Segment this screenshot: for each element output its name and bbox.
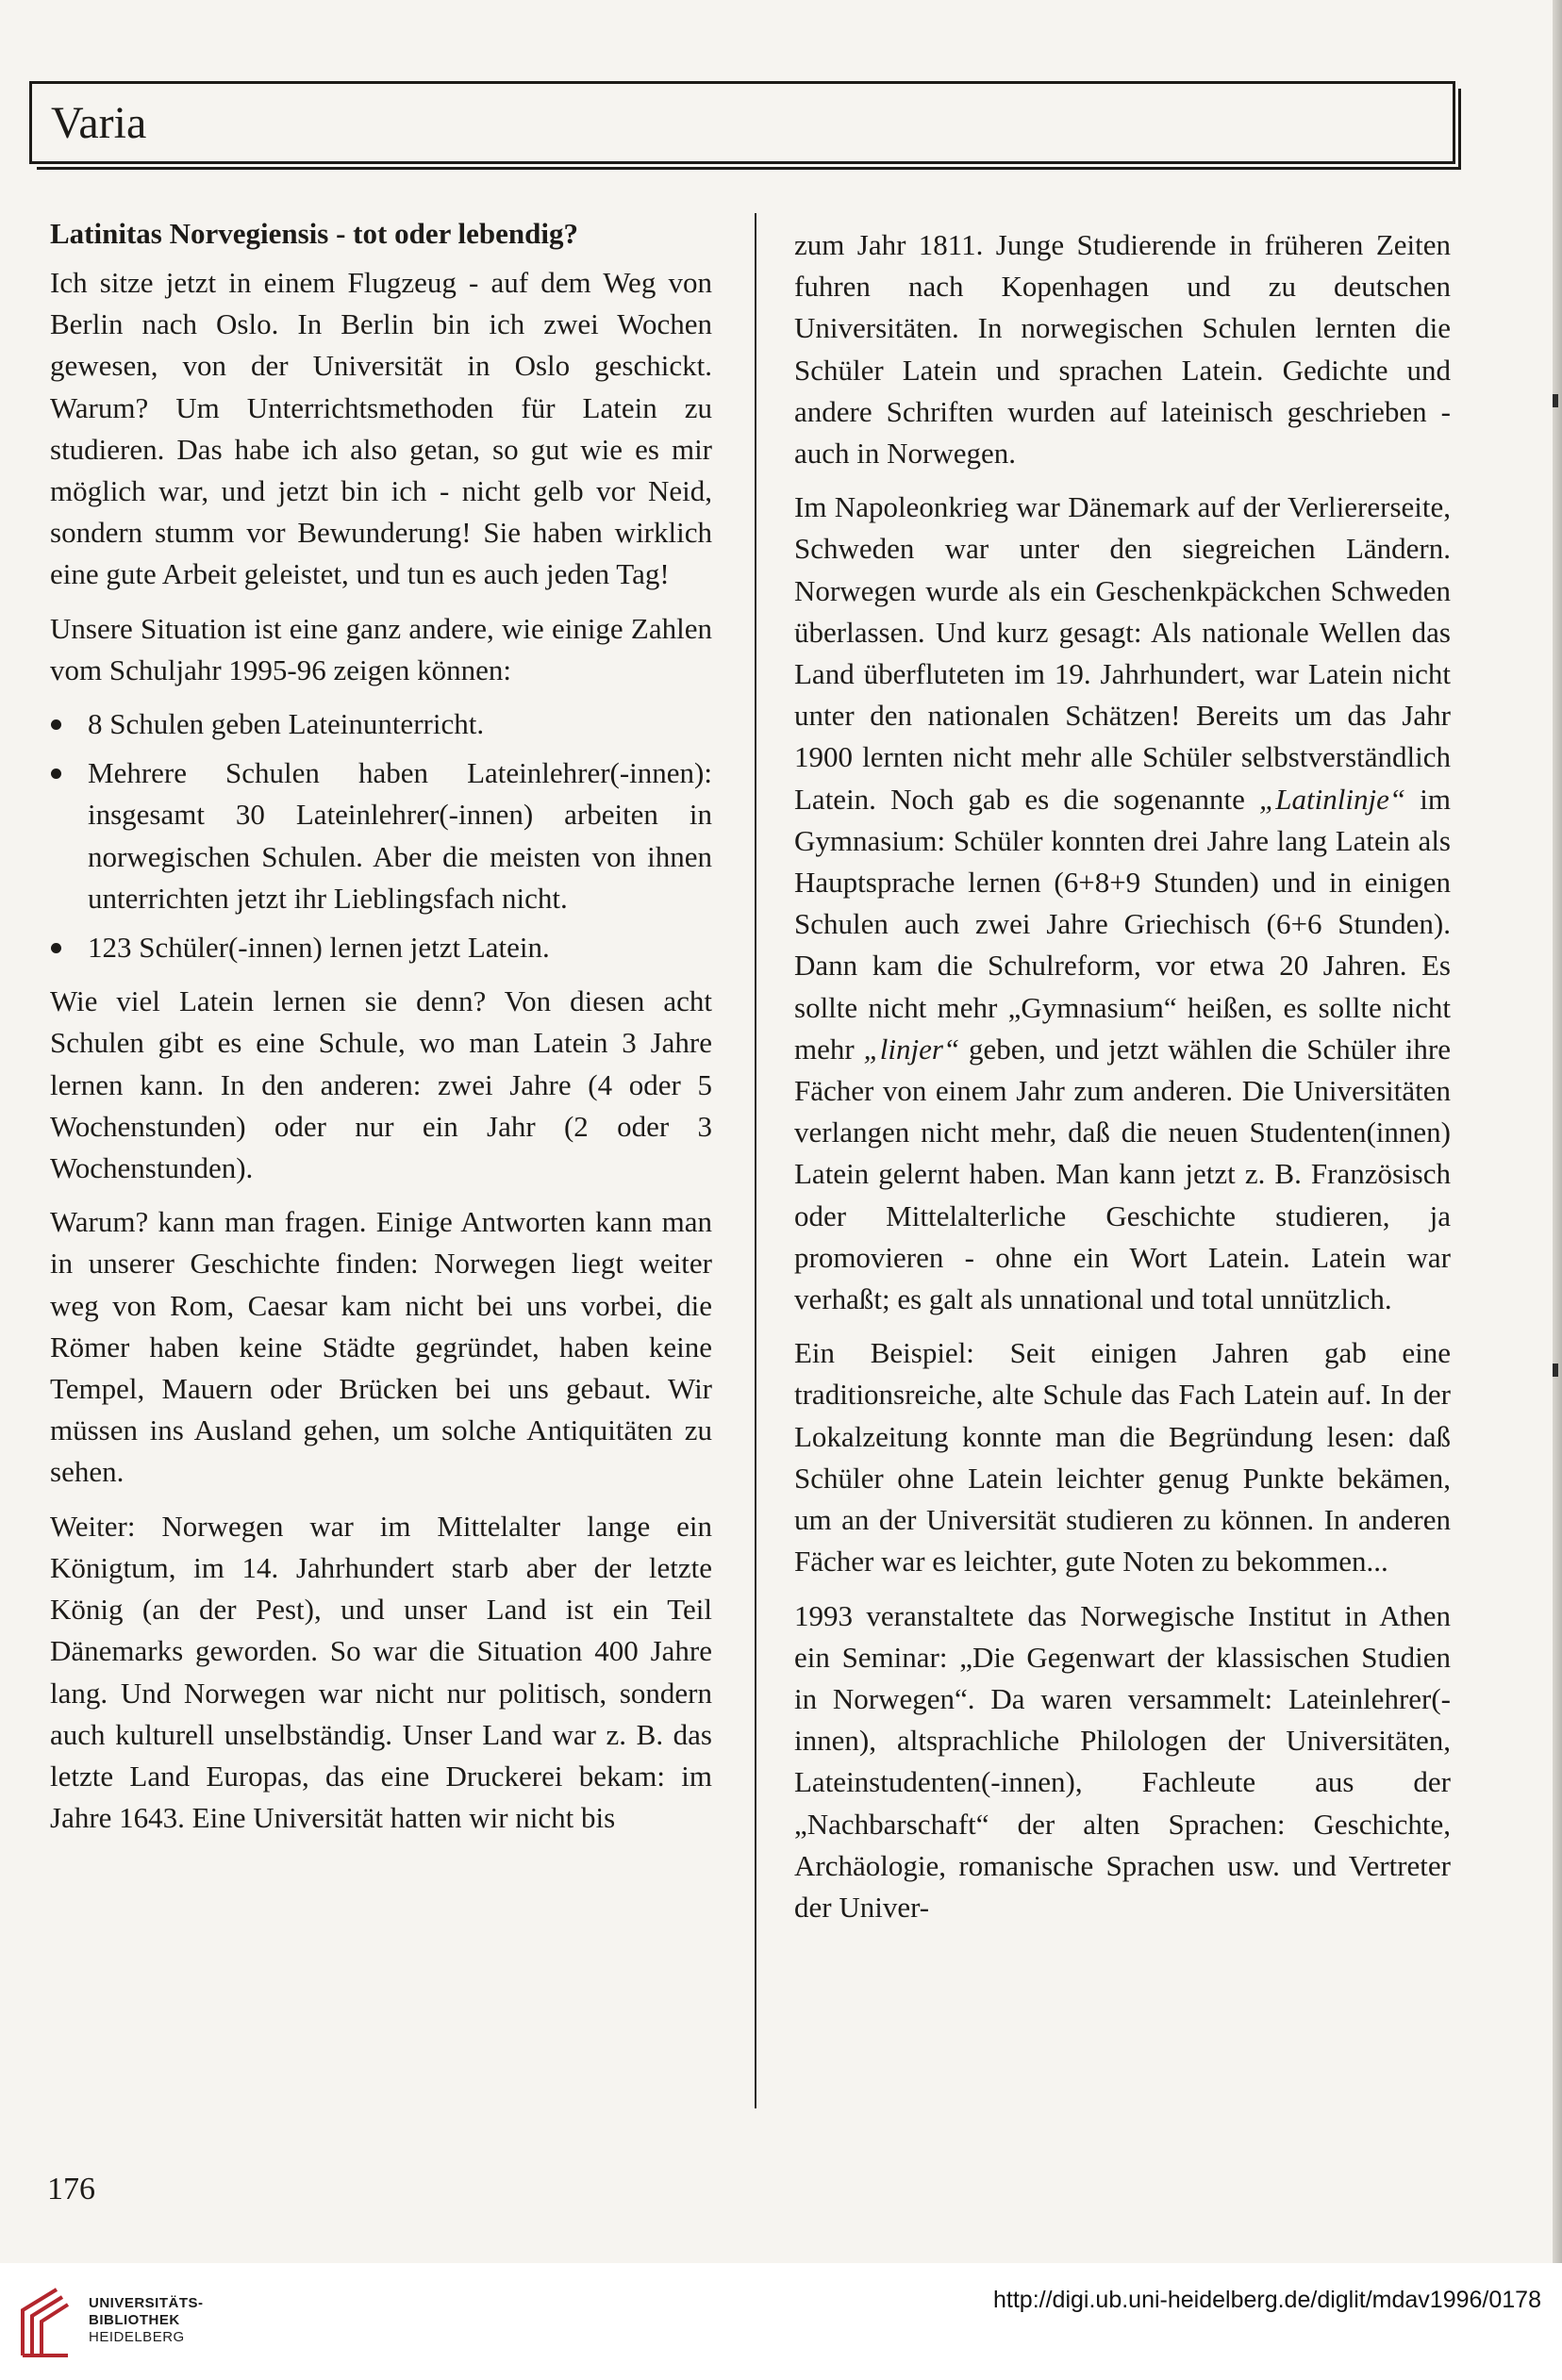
paragraph-seminar: 1993 veranstaltete das Norwegische Institut in Athen ein Seminar: „Die Gegenwart der klassischen Studien in Norwegen“. Da waren versammelt: Lateinlehrer(-innen), altsprachliche Philologen der Universitäten, Lateinstudenten(-innen), Fachleute aus der „Nachbarschaft“ der alten Sprachen: Geschichte, Archäologie, romanische Sprachen usw. und Vertreter der Univer- [794, 1598, 1451, 1924]
library-name-line: HEIDELBERG [89, 2329, 185, 2345]
page-edge [1553, 0, 1562, 2263]
paragraph-napoleon [794, 487, 1451, 1320]
term-linjer: „linjer“ [863, 1032, 960, 1066]
statistics-list [50, 703, 712, 968]
paragraph-example: Ein Beispiel: Seit einigen Jahren gab eine traditionsreiche, alte Schule das Fach Latein auf. In der Lokalzeitung konnte man die Begründung lesen: daß Schüler ohne Latein leichter genug Punkte bekämen, um an der Universität studieren zu können. In anderen Fächer war es leichter, gute Noten zu bekommen... [794, 1336, 1451, 1578]
paragraph-continuation: zum Jahr 1811. Junge Studierende in früheren Zeiten fuhren nach Kopenhagen und zu deutschen Universitäten. In norwegischen Schulen lernten die Schüler Latein und sprachen Latein. Gedichte und andere Schriften wurden auf lateinisch geschrieben - auch in Norwegen. [794, 228, 1451, 471]
list-item: 8 Schulen geben Lateinunterricht. [50, 703, 712, 745]
paragraph-intro: Ich sitze jetzt in einem Flugzeug - auf dem Weg von Berlin nach Oslo. In Berlin bin ich zwei Wochen gewesen, von der Universität in Oslo geschickt. Warum? Um Unterrichtsmethoden für Latein zu studieren. Das habe ich also getan, so gut wie es mir möglich war, und jetzt bin ich - nicht gelb vor Neid, sondern stumm vor Bewunderung! Sie haben wirklich eine gute Arbeit geleistet, und tun es auch jeden Tag! [50, 266, 712, 591]
footer-bar [0, 2263, 1562, 2380]
library-name-line: BIBLIOTHEK [89, 2312, 180, 2328]
paragraph-further: Weiter: Norwegen war im Mittelalter lange ein Königtum, im 14. Jahrhundert starb aber der letzte König (an der Pest), und unser Land ist ein Teil Dänemarks geworden. So war die Situation 400 Jahre lang. Und Norwegen war nicht nur politisch, sondern auch kulturell unselbständig. Unser Land war z. B. das letzte Land Europas, das eine Druckerei bekam: im Jahre 1643. Eine Universität hatten wir nicht bis [50, 1509, 712, 1835]
library-name-line: UNIVERSITÄTS- [89, 2295, 204, 2311]
paragraph-situation: Unsere Situation ist eine ganz andere, wie einige Zahlen vom Schuljahr 1995-96 zeigen können: [50, 611, 712, 686]
list-item: 123 Schüler(-innen) lernen jetzt Latein. [50, 927, 712, 968]
left-column [50, 213, 712, 1851]
paragraph-why: Warum? kann man fragen. Einige Antworten kann man in unserer Geschichte finden: Norwegen liegt weiter weg von Rom, Caesar kam nicht bei uns vorbei, die Römer haben keine Städte gegründet, haben keine Tempel, Mauern oder Brücken bei uns gebaut. Wir müssen ins Ausland gehen, um solche Antiquitäten zu sehen. [50, 1205, 712, 1489]
article-title: Latinitas Norvegiensis - tot oder lebendig? [50, 217, 578, 250]
list-item: Mehrere Schulen haben Lateinlehrer(-innen): insgesamt 30 Lateinlehrer(-innen) arbeiten in norwegischen Schulen. Aber die meisten von ihnen unterrichten jetzt ihr Lieblingsfach nicht. [50, 752, 712, 919]
text-run: im Gymnasium: Schüler konnten drei Jahre lang Latein als Hauptsprache lernen (6+8+9 Stunden) und in einigen Schulen auch zwei Jahre Griechisch (6+6 Stunden). Dann kam die Schulreform, vor etwa 20 Jahren. Es sollte nicht mehr „Gymnasium“ heißen, es sollte nicht mehr [794, 782, 1451, 1066]
term-latinlinje: „Latinlinje“ [1259, 782, 1406, 816]
page-number: 176 [47, 2172, 95, 2206]
section-title: Varia [51, 98, 147, 148]
section-header-box [29, 81, 1455, 164]
library-name [89, 2295, 204, 2346]
right-column [794, 224, 1451, 1941]
edge-mark [1553, 1364, 1558, 1377]
source-url-link[interactable]: http://digi.ub.uni-heidelberg.de/diglit/mdav1996/0178 [993, 2287, 1541, 2313]
library-logo-icon [13, 2282, 79, 2361]
text-run: Im Napoleonkrieg war Dänemark auf der Verliererseite, Schweden war unter den siegreichen Ländern. Norwegen wurde als ein Geschenkpäckchen Schweden überlassen. Und kurz gesagt: Als nationale Wellen das Land überfluteten im 19. Jahrhundert, war Latein nicht unter den nationalen Schätzen! Bereits um das Jahr 1900 lernten nicht mehr alle Schüler selbstverständlich Latein. Noch gab es die sogenannte [794, 490, 1451, 816]
text-run: geben, und jetzt wählen die Schüler ihre Fächer von einem Jahr zum anderen. Die Universitäten verlangen nicht mehr, daß die neuen Studenten(innen) Latein gelernt haben. Man kann jetzt z. B. Französisch oder Mittelalterliche Geschichte studieren, ja promovieren - ohne ein Wort Latein. Latein war verhaßt; es galt als unnational und total unnützlich. [794, 1032, 1451, 1316]
column-divider [755, 213, 756, 2108]
paragraph-how-much: Wie viel Latein lernen sie denn? Von diesen acht Schulen gibt es eine Schule, wo man Latein 3 Jahre lernen kann. In den anderen: zwei Jahre (4 oder 5 Wochenstunden) oder nur ein Jahr (2 oder 3 Wochenstunden). [50, 984, 712, 1185]
edge-mark [1553, 394, 1558, 407]
